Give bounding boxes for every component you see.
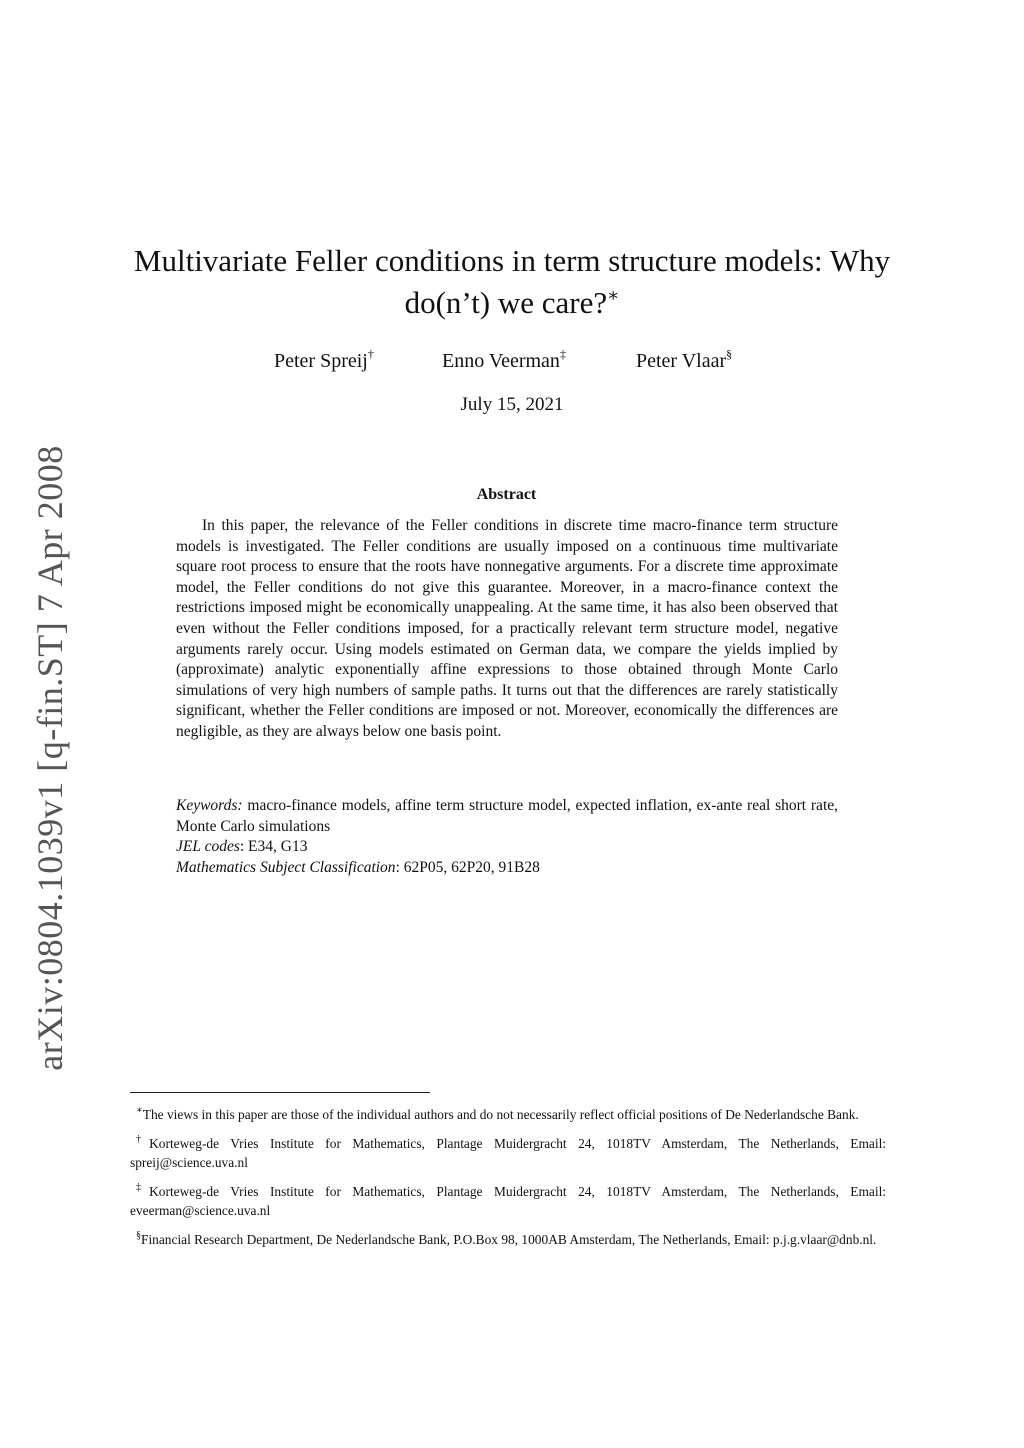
- footnote-mark: §: [136, 1229, 141, 1241]
- footnote-text: Korteweg-de Vries Institute for Mathematics, Plantage Muidergracht 24, 1018TV Amsterdam, The Netherlands, Email: eveerman@science.uva.nl: [130, 1183, 887, 1218]
- keywords-text: macro-finance models, affine term structure model, expected inflation, ex-ante real short rate, Monte Carlo simulations: [176, 797, 838, 835]
- keywords-line: [176, 796, 838, 837]
- abstract-body: In this paper, the relevance of the Feller conditions in discrete time macro-finance term structure models is investigated. The Feller conditions are usually imposed on a continuous time multivariate square root process to ensure that the roots have nonnegative arguments. For a discrete time approximate model, the Feller conditions do not give this guarantee. Moreover, in a macro-finance context the restrictions imposed might be economically unappealing. At the same time, it has also been observed that even without the Feller conditions imposed, for a practically relevant term structure model, negative arguments rarely occur. Using models estimated on German data, we compare the yields implied by (approximate) analytic exponentially affine expressions to those obtained through Monte Carlo simulations of very high numbers of sample paths. It turns out that the differences are rarely statistically significant, whether the Feller conditions are imposed or not. Moreover, economically the differences are negligible, as they are always below one basis point.: [176, 517, 838, 740]
- footnote-divider: [130, 1092, 430, 1093]
- paper-metadata: [176, 796, 838, 878]
- paper-date: July 15, 2021: [460, 394, 564, 415]
- footnote: [130, 1182, 886, 1221]
- paper-title: [130, 240, 894, 324]
- author-footnote-mark: ‡: [559, 347, 566, 361]
- author-name: Enno Veerman: [442, 350, 560, 372]
- footnote-mark: †: [136, 1133, 150, 1145]
- author-footnote-mark: †: [367, 347, 374, 361]
- jel-codes-text: : E34, G13: [239, 838, 308, 856]
- footnotes: [130, 1105, 886, 1258]
- footnote: [130, 1105, 886, 1125]
- author: [442, 347, 566, 373]
- author-footnote-mark: §: [726, 347, 733, 361]
- author-list: [0, 347, 1024, 380]
- author-name: Peter Vlaar: [636, 350, 727, 372]
- footnote-text: The views in this paper are those of the individual authors and do not necessarily reflect official positions of De Nederlandsche Bank.: [142, 1107, 859, 1122]
- title-footnote-mark: ∗: [607, 285, 620, 305]
- arxiv-identifier: arXiv:0804.1039v1 [q-fin.ST] 7 Apr 2008: [30, 445, 70, 1071]
- footnote-mark: ∗: [136, 1105, 143, 1116]
- msc-line: [176, 858, 838, 879]
- footnote-text: Financial Research Department, De Nederlandsche Bank, P.O.Box 98, 1000AB Amsterdam, The Netherlands, Email: p.j.g.vlaar@dnb.nl.: [141, 1231, 877, 1247]
- author: [274, 347, 374, 373]
- keywords-label: Keywords:: [176, 797, 243, 814]
- msc-text: : 62P05, 62P20, 91B28: [395, 858, 540, 876]
- paper-title-text: Multivariate Feller conditions in term structure models: Why do(n’t) we care?: [133, 243, 891, 320]
- jel-codes-line: [176, 837, 838, 858]
- author-name: Peter Spreij: [274, 350, 368, 372]
- jel-codes-label: JEL codes: [176, 838, 240, 856]
- footnote: [130, 1230, 886, 1250]
- footnote: [130, 1134, 886, 1173]
- footnote-mark: ‡: [136, 1181, 150, 1193]
- abstract-heading: Abstract: [476, 486, 537, 503]
- footnote-text: Korteweg-de Vries Institute for Mathematics, Plantage Muidergracht 24, 1018TV Amsterdam, The Netherlands, Email: spreij@science.uva.nl: [130, 1135, 887, 1170]
- msc-label: Mathematics Subject Classification: [176, 858, 396, 876]
- author: [636, 347, 733, 373]
